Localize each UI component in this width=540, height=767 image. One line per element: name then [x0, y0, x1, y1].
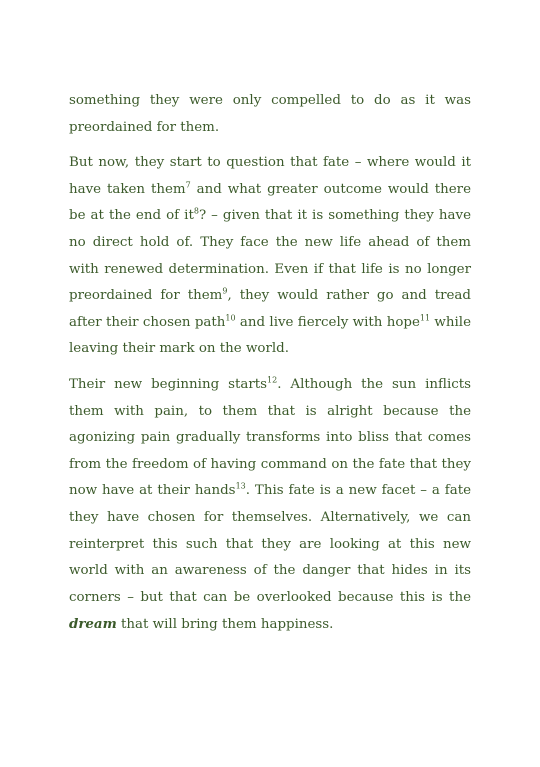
text-run: . This fate is a new facet – a fate they have chosen for themselves. Alternatively, we can reinterpret this such that they are looking at this new world with an awareness of the danger that hides in its corners – but that can be overlooked because this is the: [69, 483, 471, 605]
paragraph-1: [69, 88, 471, 141]
text-run: But now, they start to question that fate – where would it have taken them: [69, 155, 471, 197]
footnote-ref: 9: [222, 286, 228, 296]
footnote-ref: 7: [185, 180, 191, 190]
text-run: that will bring them happiness.: [116, 617, 334, 633]
footnote-ref: 12: [267, 375, 278, 385]
footnote-ref: 13: [235, 481, 246, 491]
footnote-ref: 10: [225, 313, 236, 323]
footnote-ref: 11: [419, 313, 431, 323]
text-run: and live fiercely with hope: [235, 314, 420, 330]
paragraph-2: [69, 150, 471, 363]
body-text: [69, 88, 471, 648]
text-run: something they were only compelled to do as it was preordained for them.: [69, 93, 471, 135]
text-run: while leaving their mark on the world.: [69, 314, 471, 357]
paragraph-3: [69, 372, 471, 639]
text-run: . Although the sun inflicts them with pain, to them that is alright because the agonizing pain gradually transforms into bliss that comes from the freedom of having command on the fate that they now have at their hands: [69, 376, 472, 499]
text-run: and what greater outcome would there be at the end of it: [69, 181, 471, 224]
text-run: ? – given that it is something they have no direct hold of. They face the new life ahead of them with renewed determination. Even if that life is no longer preordained for them: [69, 208, 471, 304]
text-run: , they would rather go and tread after their chosen path: [69, 288, 471, 330]
emphasized-word: dream: [69, 616, 117, 633]
text-run: Their new beginning starts: [69, 376, 267, 392]
footnote-ref: 8: [193, 206, 199, 216]
